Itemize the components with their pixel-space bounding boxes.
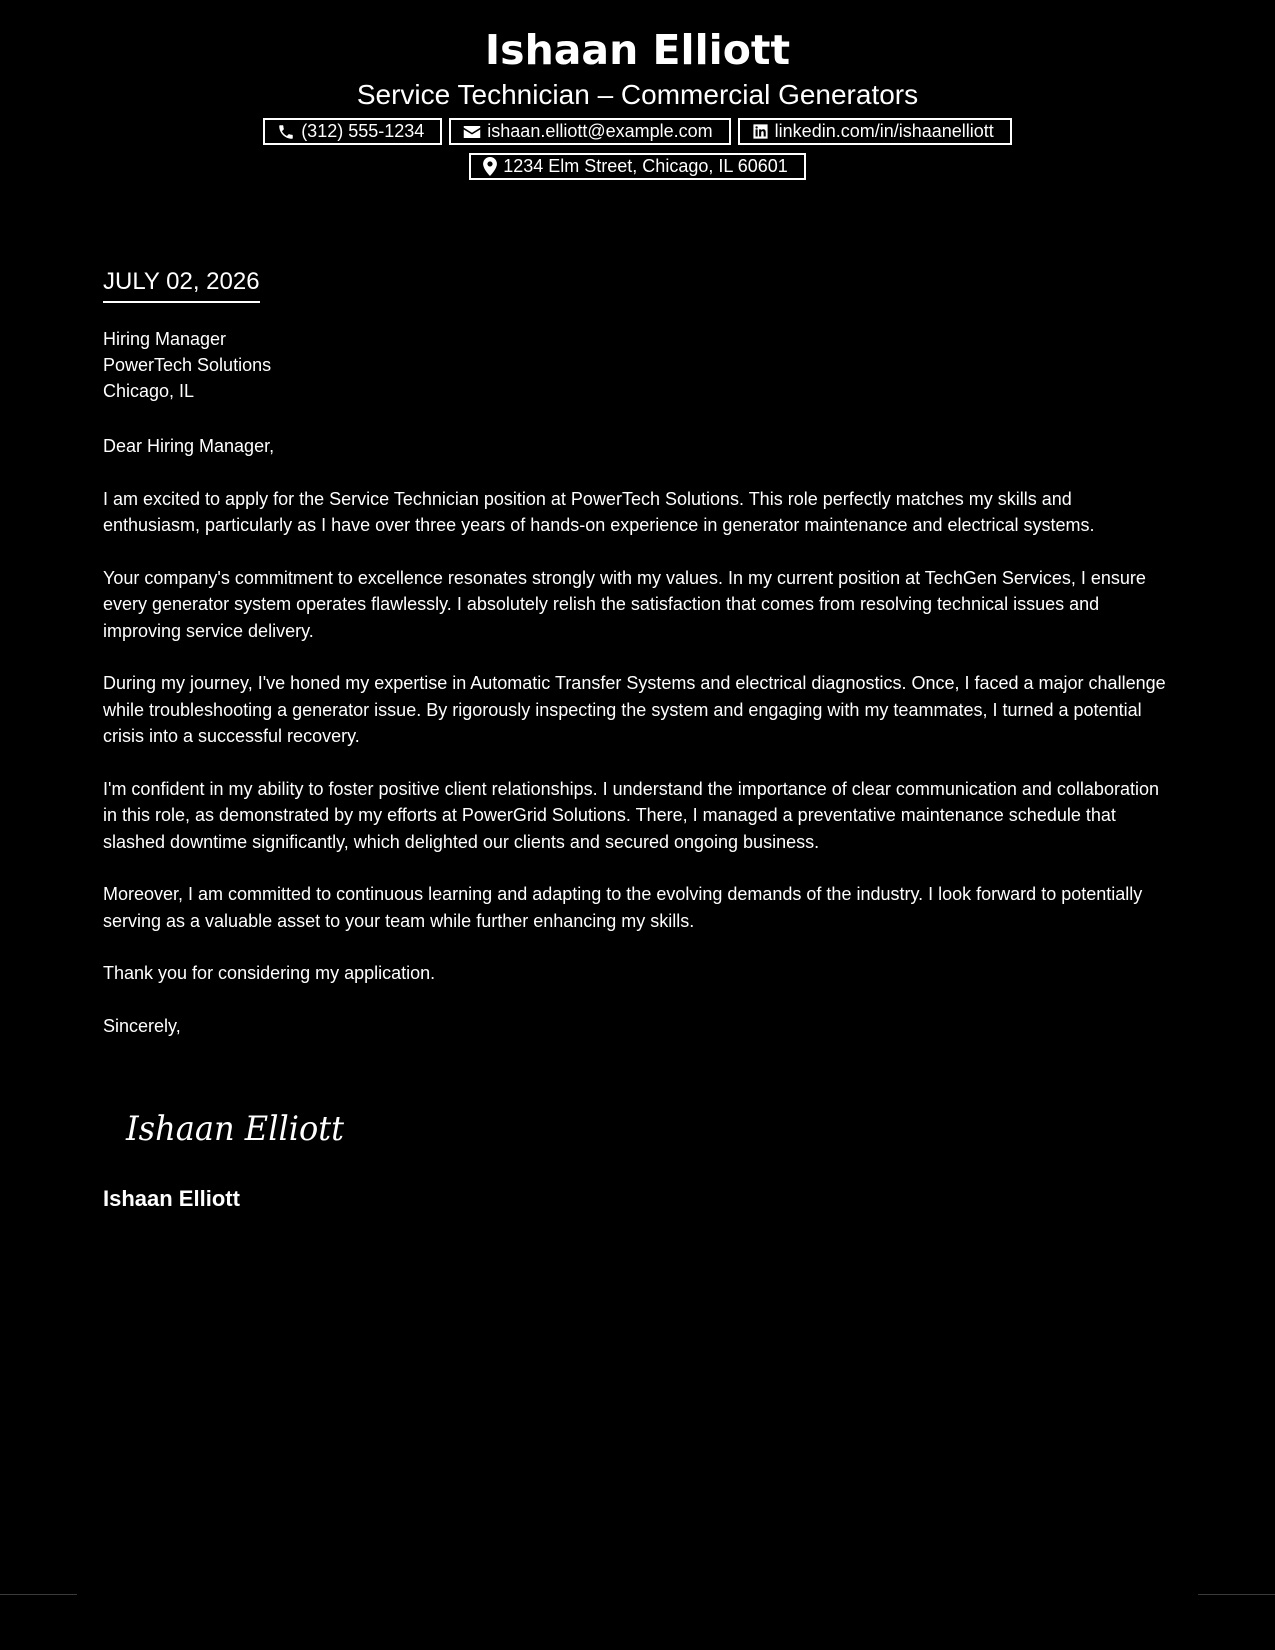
- email-contact[interactable]: [449, 118, 730, 145]
- recipient-block: [103, 326, 1173, 404]
- handwritten-signature: [122, 1100, 352, 1152]
- linkedin-icon: [752, 123, 769, 140]
- body-paragraph: I'm confident in my ability to foster positive client relationships. I understand the importance of clear communication and collaboration in this role, as demonstrated by my efforts at PowerGrid Solutions. There, I managed a preventative maintenance schedule that slashed downtime significantly, which delighted our clients and secured ongoing business.: [103, 778, 1159, 852]
- bottom-left-rule: [0, 1594, 77, 1595]
- address-contact[interactable]: [469, 153, 806, 180]
- svg-text:Ishaan Elliott: Ishaan Elliott: [125, 1109, 345, 1149]
- body-paragraph: I am excited to apply for the Service Technician position at PowerTech Solutions. This role perfectly matches my skills and enthusiasm, particularly as I have over three years of hands-on experience in generator maintenance and electrical systems.: [103, 488, 1095, 535]
- body-paragraph: Your company's commitment to excellence resonates strongly with my values. In my current position at TechGen Services, I ensure every generator system operates flawlessly. I absolutely relish the satisfaction that comes from resolving technical issues and improving service delivery.: [103, 567, 1146, 641]
- thanks-line: Thank you for considering my application.: [103, 963, 436, 983]
- letter-header: [0, 22, 1275, 180]
- address-text: 1234 Elm Street, Chicago, IL 60601: [503, 156, 788, 176]
- map-marker-icon: [483, 157, 497, 176]
- phone-text: (312) 555-1234: [301, 121, 425, 141]
- body-paragraph: During my journey, I've honed my expertise in Automatic Transfer Systems and electrical diagnostics. Once, I faced a major challenge while troubleshooting a generator issue. By rigorously inspecting the system and engaging with my teammates, I turned a potential crisis into a successful recovery.: [103, 673, 1166, 746]
- address-row: [0, 153, 1275, 180]
- bottom-right-rule: [1198, 1594, 1275, 1595]
- contact-row: [0, 118, 1275, 145]
- recipient-company: PowerTech Solutions: [103, 355, 272, 375]
- phone-icon: [277, 123, 295, 141]
- linkedin-contact[interactable]: [738, 118, 1012, 145]
- email-text: ishaan.elliott@example.com: [487, 121, 713, 141]
- closing: Sincerely,: [103, 1015, 181, 1036]
- job-title: Service Technician – Commercial Generators: [356, 79, 919, 110]
- applicant-name: Ishaan Elliott: [484, 26, 791, 74]
- recipient-location: Chicago, IL: [103, 381, 195, 401]
- letter-date: JULY 02, 2026: [103, 266, 260, 303]
- salutation: Dear Hiring Manager,: [103, 436, 275, 456]
- letter-body: [103, 326, 1173, 1065]
- linkedin-text: linkedin.com/in/ishaanelliott: [774, 121, 994, 141]
- envelope-icon: [463, 124, 481, 140]
- phone-contact[interactable]: [263, 118, 442, 145]
- recipient-name: Hiring Manager: [103, 329, 227, 349]
- body-paragraph: Moreover, I am committed to continuous learning and adapting to the evolving demands of the industry. I look forward to potentially serving as a valuable asset to your team while further enhancing my skills.: [103, 884, 1143, 931]
- signed-name: Ishaan Elliott: [103, 1186, 240, 1211]
